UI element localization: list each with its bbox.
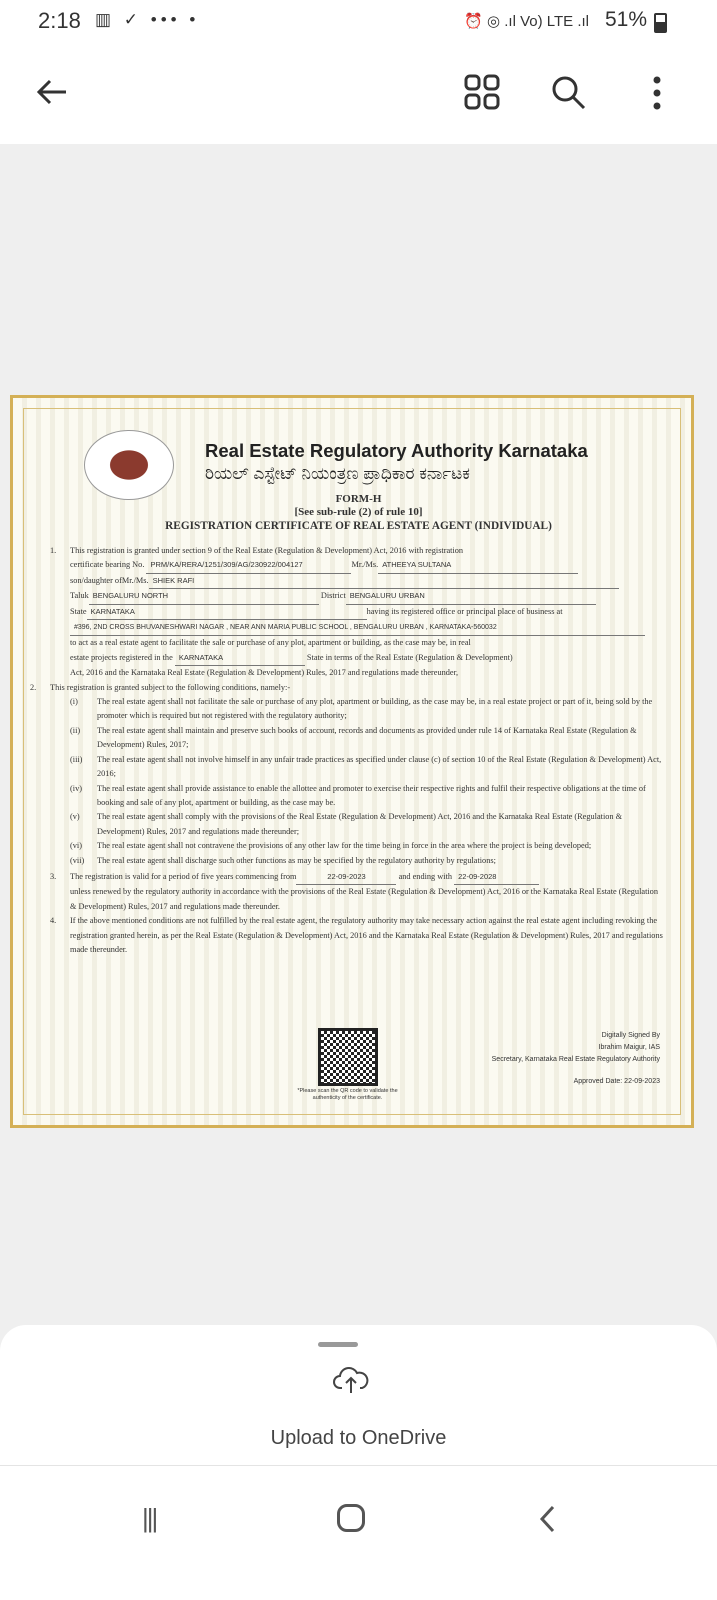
label: Taluk [70,591,89,601]
signer-title: Secretary, Karnataka Real Estate Regulatory Authority [491,1056,660,1063]
condition-item [50,782,665,811]
drag-handle[interactable] [318,1342,358,1347]
condition-number: (ii) [70,725,81,735]
status-time: 2:18 [38,8,81,33]
condition-text: The real estate agent shall provide assistance to enable the allottee and promoter to exercise their respective rights and fulfil their respective obligations at the time of booking and sale of any plot, apartment or building, as the case may be. [97,783,646,807]
signature-block [492,1030,660,1066]
condition-number: (iii) [70,754,83,764]
agent-name: ATHEEYA SULTANA [378,558,578,573]
qr-note: *Please scan the QR code to validate the authenticity of the certificate. [297,1088,398,1101]
condition-text: The real estate agent shall not contravene the provisions of any other law for the time being in force in the area where the project is being developed; [97,841,592,851]
state: KARNATAKA [87,605,367,620]
label: State [70,606,87,616]
back-arrow-icon[interactable] [36,78,68,106]
condition-number: (i) [70,697,78,707]
certificate-body: 1. This registration is granted under section 9 of the Real Estate (Regulation & Development) Act, 2016 with registration certificate bearing No. PRM/KA/RERA/1251/309/AG/230922/004127 Mr./Ms. ATHEEYA SULTANA son/daughter ofMr./Ms. SHIEK RAFI Taluk BENGALURU NORTH District BENGALURU URBAN State KARNATAKA having its registered office or principal place of business at #396, 2ND CROSS BHUVANESHWARI NAGAR , NEAR ANN MARIA PUBLIC SCHOOL , BENGALURU URBAN , KARNATAKA-560032 to act as a real estate agent to facilitate the sale or purchase of any plot, apartment or building, as the case may be, in real estate projects registered in the KARNATAKA State in terms of the Real Estate (Regulation & Development) Act, 2016 and the Karnataka Real Estate (Regulation & Development) Rules, 2017 and regulations made thereunder, 2. This registration is granted subject to the following conditions, namely:- (i) The real estate agent shall not facilitate the sale or purchase of any plot, apartment or building, as the case may be, in a real estate project or part of it, being sold by the promoter which is required but not registered with the regulatory authority; (ii) The real estate agent shall maintain and preserve such books of account, records and documents as provided under rule 14 of Karnataka Real Estate (Regulation & Development) Rules, 2017; (iii) The real estate agent shall not involve himself in any unfair trade practices as specified under clause (c) of section 10 of the Real Estate (Regulation & Development) Act, 2016; (iv) The real estate agent shall provide assistance to enable the allottee and promoter to exercise their respective rights and fulfil their respective obligations at the time of booking and sale of any plot, apartment or building, as the case may be. (v) The real estate agent shall comply with the provisions of the Real Estate (Regulation & Development) Act, 2016 and the Karnataka Real Estate (Regulation & Development) Rules, 2017 and regulations made thereunder; (vi) The real estate agent shall not contravene the provisions of any other law for the time being in force in the area where the project is being developed; (vii) The real estate agent shall discharge such other functions as may be specified by the regulatory authority by regulations; 3. The registration is valid for a period of five years commencing from 22-09-2023 and ending with 22-09-2028 unless renewed by the regulatory authority in accordance with the provisions of the Real Estate (Regulation & Development) Act, 2016 or the Karnataka Real Estate (Regulation & Development) Rules, 2017 and regulations made thereunder. 4. If the above mentioned conditions are not fulfilled by the real estate agent, the regulatory authority may take necessary action against the real estate agent including revoking the registration granted herein, as per the Real Estate (Regulation & Development) Act, 2016 and the Karnataka Real Estate (Regulation & Development) Rules, 2017 and regulations made thereunder. [50,544,665,957]
grid-view-icon[interactable] [464,74,500,110]
subrule: [See sub-rule (2) of rule 10] [294,506,423,518]
condition-text: The real estate agent shall discharge such other functions as may be specified by the regulatory authority by regulations; [97,855,496,865]
qr-code [318,1028,378,1086]
condition-number: (iv) [70,783,82,793]
approved-date: Approved Date: 22-09-2023 [573,1078,660,1085]
para4-text: If the above mentioned conditions are not fulfilled by the real estate agent, the regulatory authority may take necessary action against the real estate agent including revoking the registration granted herein, as per the Real Estate (Regulation & Development) Act, 2016 and the Karnataka Real Estate (Regulation & Development) Rules, 2017 and regulations made thereunder. [70,916,663,954]
notification-icons: ▥ ✓ ••• • [95,10,200,29]
para1-text: Act, 2016 and the Karnataka Real Estate (Regulation & Development) Rules, 2017 and regulations made thereunder, [70,668,459,678]
condition-item [50,839,665,853]
upload-to-onedrive-button[interactable]: Upload to OneDrive [270,1427,447,1449]
org-name-kannada: ರಿಯಲ್ ಎಸ್ಟೇಟ್ ನಿಯಂತ್ರಣ ಪ್ರಾಧಿಕಾರ ಕರ್ನಾಟಕ [205,464,470,483]
form-label: FORM-H [335,493,382,505]
cloud-upload-icon[interactable] [333,1363,369,1395]
signer-name: Ibrahim Maigur, IAS [598,1044,660,1051]
signed-by: Digitally Signed By [601,1032,660,1039]
condition-item [50,695,665,724]
label: having its registered office or principal place of business at [366,606,563,616]
home-button[interactable] [337,1504,365,1532]
condition-text: The real estate agent shall comply with the provisions of the Real Estate (Regulation & Development) Act, 2016 and the Karnataka Real Estate (Regulation & Development) Rules, 2017 and regulations made thereunder; [97,812,623,836]
label: estate projects registered in the [70,652,173,662]
label: son/daughter ofMr./Ms. [70,575,149,585]
nav-back-button[interactable] [538,1505,556,1533]
condition-number: (v) [70,812,80,822]
label: certificate bearing No. [70,560,145,570]
condition-number: (vii) [70,855,85,865]
condition-text: The real estate agent shall maintain and preserve such books of account, records and documents as provided under rule 14 of Karnataka Real Estate (Regulation & Development) Rules, 2017; [97,725,637,750]
more-options-icon[interactable] [652,74,662,114]
app-bar [0,44,717,144]
condition-item [50,854,665,868]
bottom-sheet [0,1325,717,1600]
search-icon[interactable] [550,74,586,110]
valid-to: 22-09-2028 [454,870,539,885]
condition-item [50,753,665,782]
taluk: BENGALURU NORTH [89,589,319,604]
certificate-title: REGISTRATION CERTIFICATE OF REAL ESTATE AGENT (INDIVIDUAL) [165,520,552,532]
parent-name: SHIEK RAFI [149,574,619,589]
address: #396, 2ND CROSS BHUVANESHWARI NAGAR , NEAR ANN MARIA PUBLIC SCHOOL , BENGALURU URBAN , KARNATAKA-560032 [70,621,645,636]
para1-text: to act as a real estate agent to facilitate the sale or purchase of any plot, apartment or building, as the case may be, in real [70,638,471,648]
label: and ending with [398,871,453,881]
para2-intro: This registration is granted subject to the following conditions, namely:- [50,682,291,692]
org-name: Real Estate Regulatory Authority Karnataka [205,440,588,461]
navigation-bar [0,1465,717,1600]
condition-number: (vi) [70,841,82,851]
recents-button[interactable]: ||| [142,1503,157,1533]
status-bar [0,0,717,44]
label: The registration is valid for a period of five years commencing from [70,871,297,881]
rera-logo [84,430,174,500]
battery-icon [654,13,667,33]
label: Mr./Ms. [351,560,379,570]
condition-item [50,810,665,839]
battery-percent: 51% [604,8,647,31]
cert-number: PRM/KA/RERA/1251/309/AG/230922/004127 [146,558,351,573]
para3-text: unless renewed by the regulatory authority in accordance with the provisions of the Real Estate (Regulation & Development) Act, 2016 or the Karnataka Real Estate (Regulation & Development) Rules, 2017 and regulations made thereunder. [70,887,658,911]
condition-item [50,724,665,753]
registered-state: KARNATAKA [175,651,305,666]
network-icons: ⏰ ◎ .ıl Vo) LTE .ıl [464,13,589,30]
para1-intro: This registration is granted under section 9 of the Real Estate (Regulation & Development) Act, 2016 with registration [70,546,464,555]
label: District [320,591,346,601]
label: State in terms of the Real Estate (Regulation & Development) [306,652,513,662]
valid-from: 22-09-2023 [296,870,396,885]
condition-text: The real estate agent shall not involve himself in any unfair trade practices as specified under clause (c) of section 10 of the Real Estate (Regulation & Development) Act, 2016; [97,754,662,779]
district: BENGALURU URBAN [346,589,596,604]
condition-text: The real estate agent shall not facilitate the sale or purchase of any plot, apartment or building, as the case may be, in a real estate project or part of it, being sold by the promoter which is required but not registered with the regulatory authority; [97,697,653,721]
